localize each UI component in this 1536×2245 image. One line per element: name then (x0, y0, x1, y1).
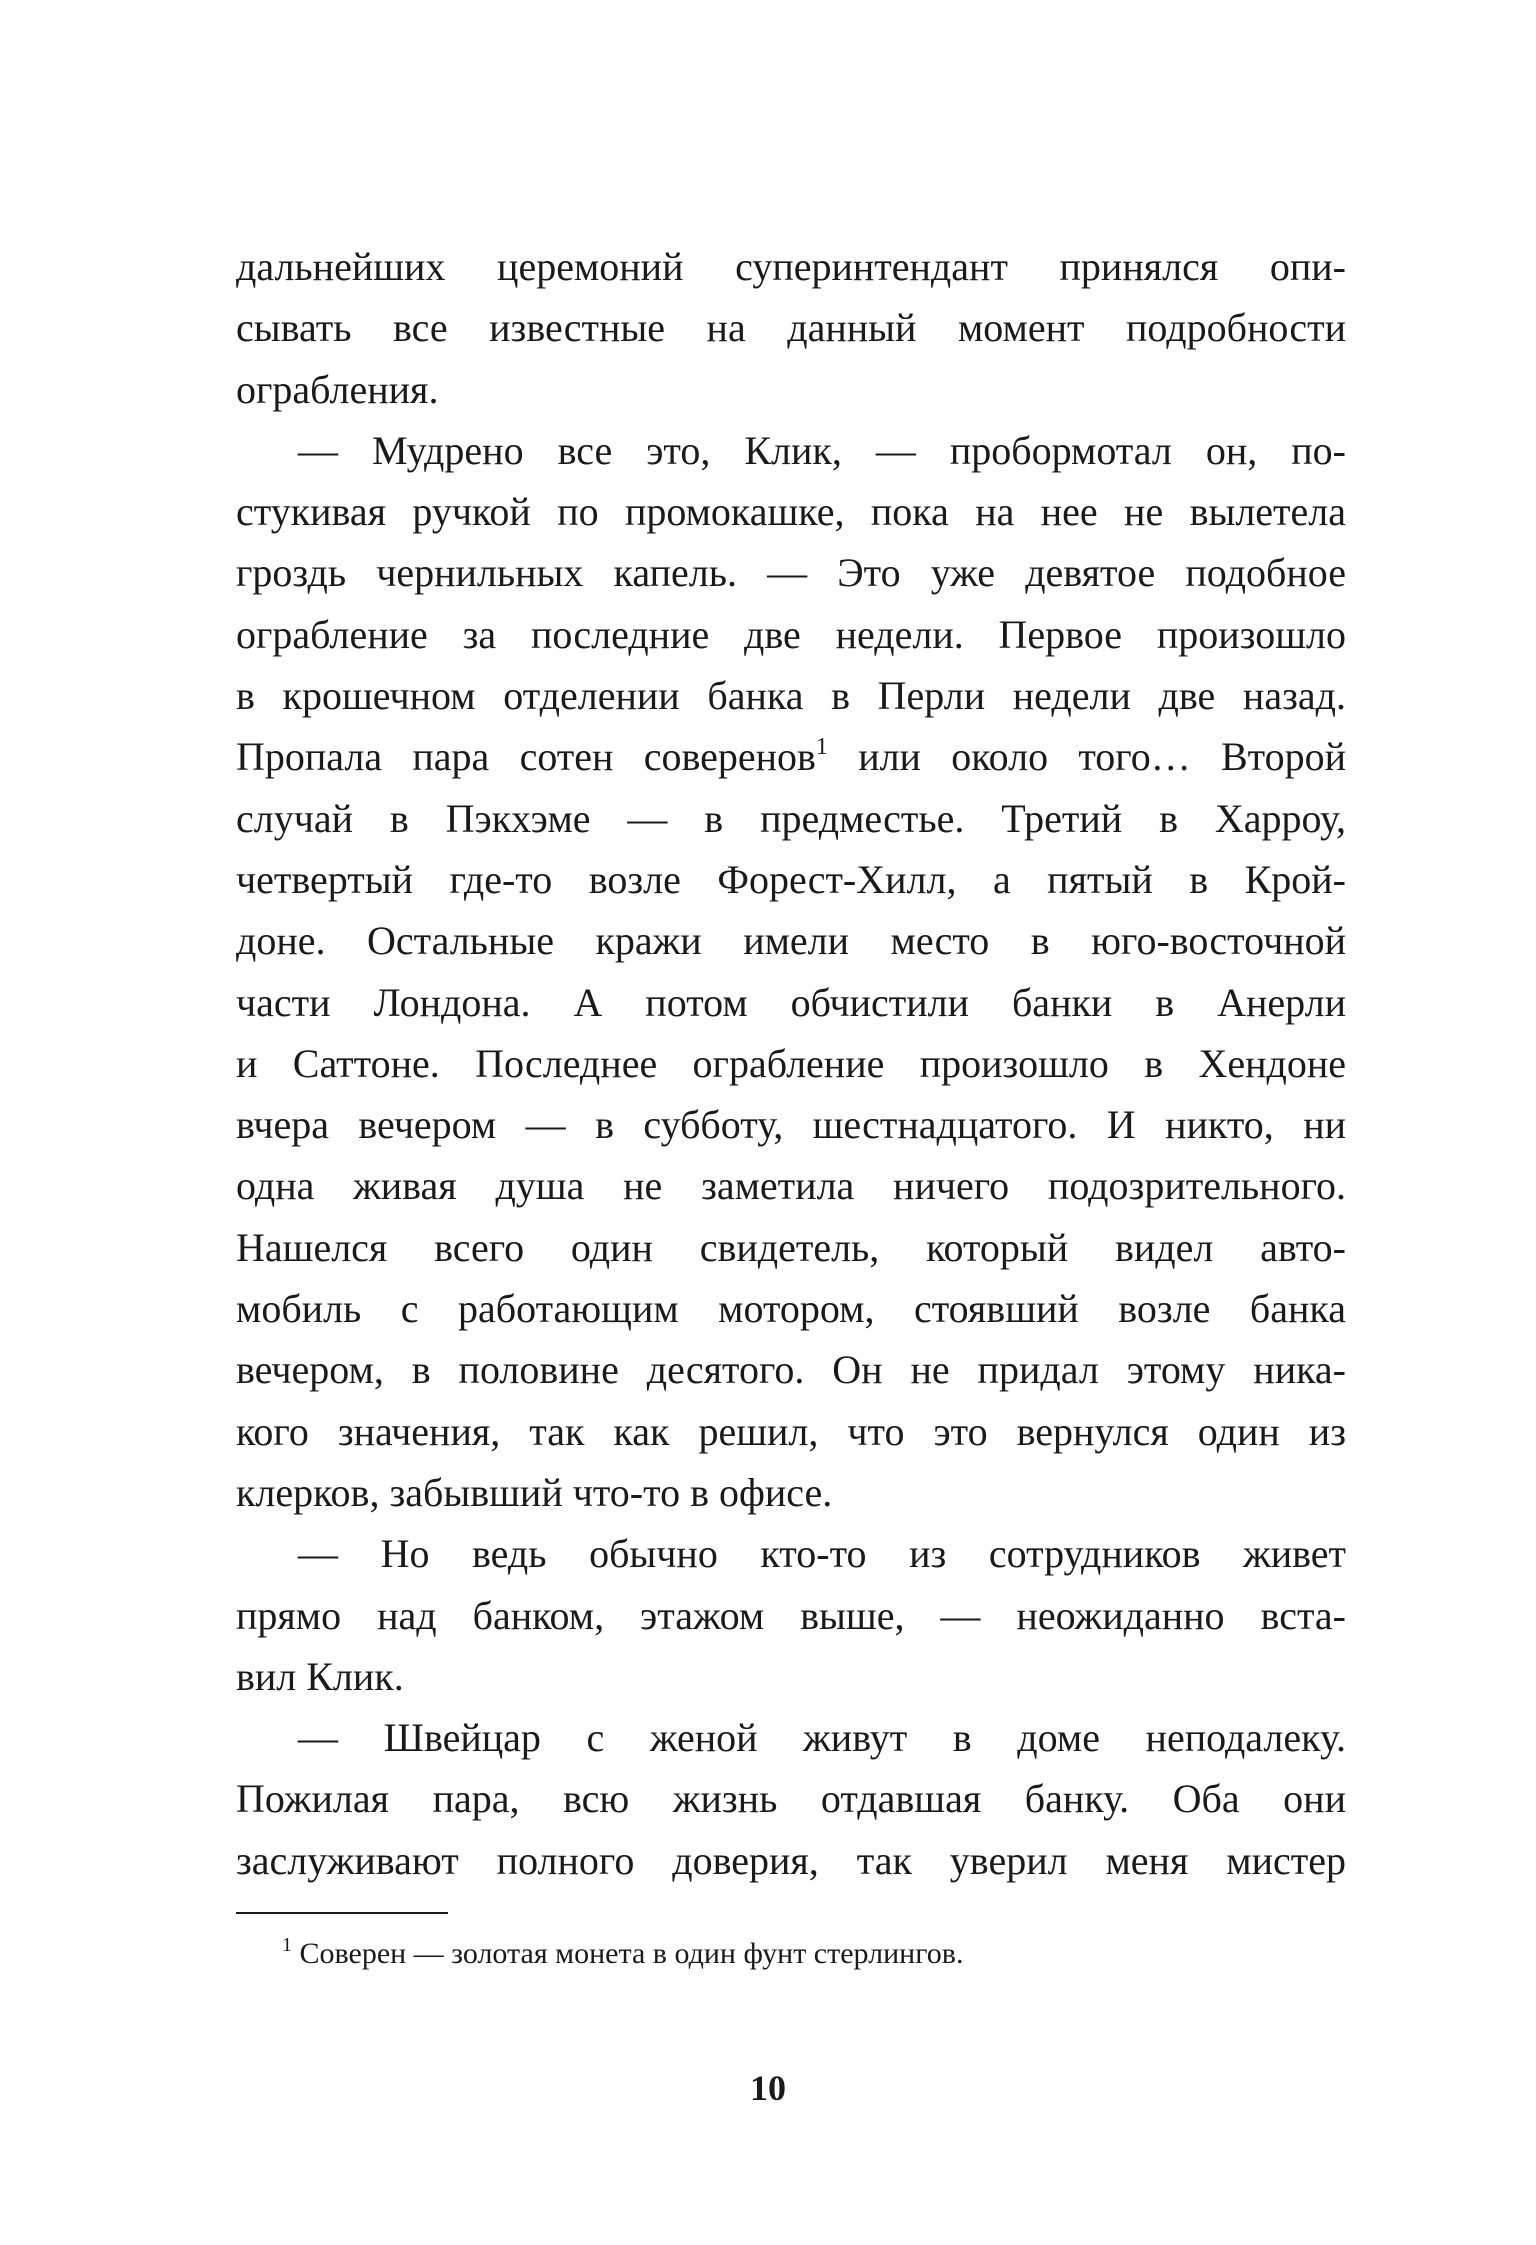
text-line: вил Клик. (236, 1653, 404, 1699)
text-line: вечером, в половине десятого. Он не придал этому ника- (236, 1347, 1346, 1393)
footnote-divider (236, 1912, 448, 1914)
text-line: четвертый где-то возле Форест-Хилл, а пятый в Крой- (236, 856, 1346, 902)
text-line: случай в Пэкхэме — в предместье. Третий в Харроу, (236, 795, 1346, 841)
text-line: в крошечном отделении банка в Перли недели две назад. (236, 673, 1346, 719)
footnote-text: Соверен — золотая монета в один фунт стерлингов. (299, 1937, 964, 1970)
footnote-reference: 1 (815, 734, 828, 761)
text-line: одна живая душа не заметила ничего подозрительного. (236, 1163, 1346, 1209)
text-line: Пожилая пара, всю жизнь отдавшая банку. Оба они (236, 1776, 1346, 1822)
text-line: доне. Остальные кражи имели место в юго-восточной (236, 918, 1346, 964)
text-line: Нашелся всего один свидетель, который видел авто- (236, 1224, 1346, 1270)
text-line: части Лондона. А потом обчистили банки в Анерли (236, 979, 1346, 1025)
text-line: клерков, забывший что-то в офисе. (236, 1469, 833, 1515)
body-text (236, 236, 1346, 1891)
text-line: ограбление за последние две недели. Первое произошло (236, 611, 1346, 657)
text-line: гроздь чернильных капель. — Это уже девятое подобное (236, 550, 1346, 596)
text-line: стукивая ручкой по промокашке, пока на нее не вылетела (236, 489, 1346, 535)
text-line: и Саттоне. Последнее ограбление произошло в Хендоне (236, 1040, 1346, 1086)
text-line: — Мудрено все это, Клик, — пробормотал он, по- (298, 427, 1346, 473)
text-line: сывать все известные на данный момент подробности (236, 305, 1346, 351)
text-line: вчера вечером — в субботу, шестнадцатого. И никто, ни (236, 1102, 1346, 1148)
text-line: прямо над банком, этажом выше, — неожиданно вста- (236, 1592, 1346, 1638)
text-line: заслуживают полного доверия, так уверил меня мистер (236, 1837, 1346, 1883)
text-line-with-footnote (236, 726, 1346, 787)
footnote (282, 1932, 1342, 1976)
text-segment: Пропала пара сотен соверенов (236, 734, 816, 780)
text-line: — Но ведь обычно кто-то из сотрудников живет (298, 1531, 1346, 1577)
page-number: 10 (750, 2068, 786, 2108)
text-line: — Швейцар с женой живут в доме неподалеку. (298, 1715, 1346, 1761)
text-line: дальнейших церемоний суперинтендант принялся опи- (236, 244, 1346, 289)
text-line: мобиль с работающим мотором, стоявший возле банка (236, 1286, 1346, 1332)
text-line: кого значения, так как решил, что это вернулся один из (236, 1408, 1346, 1454)
text-line: ограбления. (236, 366, 439, 412)
text-segment: или около того… Второй (858, 734, 1347, 780)
footnote-mark: 1 (282, 1934, 292, 1956)
